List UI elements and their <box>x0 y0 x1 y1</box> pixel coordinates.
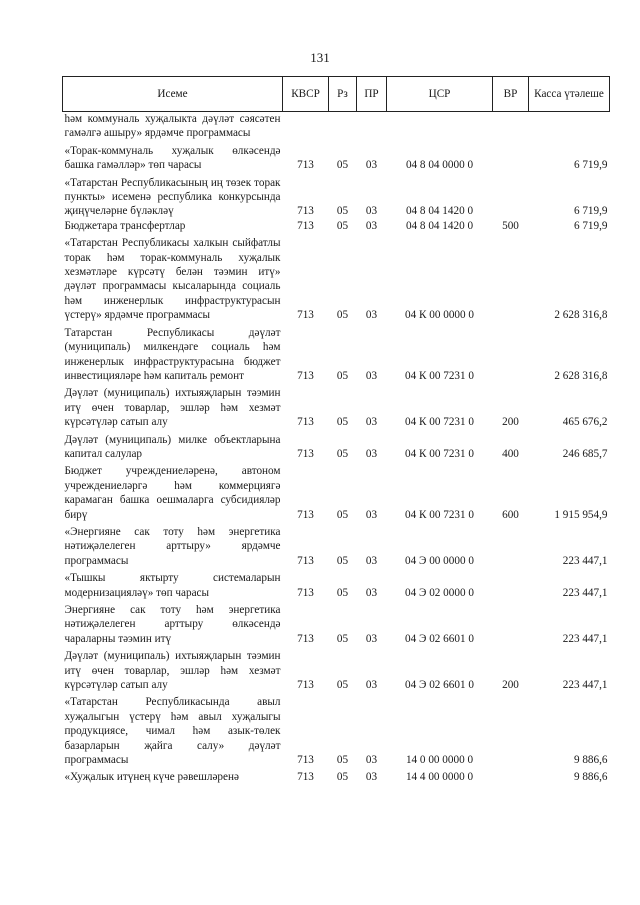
cell-csr: 04 Э 02 6601 0 <box>405 632 474 645</box>
cell-rz: 05 <box>336 416 349 429</box>
cell-kassa: 9 886,6 <box>573 771 608 784</box>
cell-rz: 05 <box>336 447 349 460</box>
cell-kvsr: 713 <box>297 771 314 784</box>
cell-kassa <box>529 112 610 141</box>
cell-kvsr: 713 <box>297 632 314 645</box>
cell-rz: 05 <box>336 554 349 567</box>
cell-name: Бюджетара трансфертлар <box>64 219 186 232</box>
cell-pr: 03 <box>365 447 378 460</box>
cell-rz: 05 <box>336 508 349 521</box>
cell-rz: 05 <box>336 586 349 599</box>
table-row <box>63 692 610 767</box>
cell-pr: 03 <box>365 554 378 567</box>
header-vr: ВР <box>493 77 529 112</box>
cell-kvsr: 713 <box>297 447 314 460</box>
cell-csr: 04 8 04 1420 0 <box>405 205 474 218</box>
cell-name: «Тышкы яктырту системаларын модернизацияләү» төп чарасы <box>64 572 281 599</box>
cell-pr: 03 <box>365 219 378 232</box>
cell-pr: 03 <box>365 159 378 172</box>
cell-pr: 03 <box>365 508 378 521</box>
table-row <box>63 522 610 568</box>
cell-csr: 04 К 00 7231 0 <box>405 369 474 382</box>
cell-csr: 04 Э 02 0000 0 <box>405 586 474 599</box>
table-header <box>63 77 610 112</box>
cell-rz <box>329 112 357 141</box>
cell-name: һәм коммуналь хуҗалыкта дәүләт сәясәтен гамәлгә ашыру» ярдәмче программасы <box>64 113 281 140</box>
cell-vr: 200 <box>502 416 519 429</box>
cell-vr: 500 <box>502 219 519 232</box>
cell-name: Бюджет учреждениеләренә, автоном учреждениеләргә һәм коммерциягә карамаган башка оешмаларга субсидияләр бирү <box>64 465 281 521</box>
cell-kvsr: 713 <box>297 508 314 521</box>
header-rz: Рз <box>329 77 357 112</box>
cell-csr <box>387 112 493 141</box>
cell-rz: 05 <box>336 309 349 322</box>
cell-rz: 05 <box>336 369 349 382</box>
cell-vr: 400 <box>502 447 519 460</box>
cell-rz: 05 <box>336 219 349 232</box>
cell-kassa: 223 447,1 <box>562 679 608 692</box>
cell-rz: 05 <box>336 205 349 218</box>
cell-vr <box>493 568 529 600</box>
cell-pr: 03 <box>365 586 378 599</box>
cell-name: «Татарстан Республикасының иң төзек торак пункты» исеменә республика конкурсында җиңүчеләрне бүләкләү <box>64 176 281 218</box>
cell-name: Татарстан Республикасы дәүләт (муниципаль) милкендәге социаль һәм инженерлык инфраструктурасына бюджет инвестицияләре һәм капиталь ремонт <box>64 326 281 382</box>
cell-csr: 04 К 00 0000 0 <box>405 309 474 322</box>
page-number: 131 <box>310 50 330 65</box>
cell-kassa: 223 447,1 <box>562 586 608 599</box>
cell-kassa: 6 719,9 <box>573 159 608 172</box>
cell-pr: 03 <box>365 205 378 218</box>
cell-name: Дәүләт (муниципаль) ихтыяҗларын тәэмин итү өчен товарлар, эшләр һәм хезмәт күрсәтүләр сатып алу <box>64 650 281 692</box>
cell-kvsr: 713 <box>297 369 314 382</box>
header-kassa: Касса үтәлеше <box>529 77 610 112</box>
table-row <box>63 646 610 692</box>
cell-kassa: 2 628 316,8 <box>554 369 608 382</box>
cell-kassa: 2 628 316,8 <box>554 309 608 322</box>
table-row <box>63 173 610 219</box>
cell-vr <box>493 173 529 219</box>
cell-pr: 03 <box>365 632 378 645</box>
cell-name: «Торак-коммуналь хуҗалык өлкәсендә башка гамәлләр» төп чарасы <box>64 144 281 172</box>
cell-vr <box>493 233 529 322</box>
header-pr: ПР <box>357 77 387 112</box>
cell-vr <box>493 323 529 384</box>
cell-kvsr: 713 <box>297 679 314 692</box>
header-csr: ЦСР <box>387 77 493 112</box>
cell-kassa: 6 719,9 <box>573 205 608 218</box>
cell-pr: 03 <box>365 771 378 784</box>
cell-kvsr: 713 <box>297 309 314 322</box>
header-name: Исеме <box>63 77 283 112</box>
cell-kassa: 223 447,1 <box>562 554 608 567</box>
cell-rz: 05 <box>336 679 349 692</box>
header-kvsr: КВСР <box>283 77 329 112</box>
cell-csr: 04 К 00 7231 0 <box>405 416 474 429</box>
cell-vr <box>493 141 529 173</box>
table-row <box>63 461 610 522</box>
cell-vr: 600 <box>502 508 519 521</box>
cell-kassa: 223 447,1 <box>562 632 608 645</box>
table-row <box>63 141 610 173</box>
table-row <box>63 430 610 462</box>
cell-pr: 03 <box>365 416 378 429</box>
cell-rz: 05 <box>336 632 349 645</box>
cell-kvsr: 713 <box>297 219 314 232</box>
cell-csr: 04 8 04 1420 0 <box>405 219 474 232</box>
cell-rz: 05 <box>336 771 349 784</box>
table-row <box>63 233 610 322</box>
cell-csr: 04 К 00 7231 0 <box>405 447 474 460</box>
cell-kvsr: 713 <box>297 554 314 567</box>
cell-kvsr <box>283 112 329 141</box>
cell-pr: 03 <box>365 309 378 322</box>
cell-name: Дәүләт (муниципаль) ихтыяҗларын тәэмин итү өчен товарлар, эшләр һәм хезмәт күрсәтүләр сатып алу <box>64 387 281 429</box>
cell-name: Дәүләт (муниципаль) милке объектларына капитал салулар <box>64 433 281 460</box>
cell-kassa: 465 676,2 <box>562 416 608 429</box>
cell-kassa: 9 886,6 <box>573 754 608 767</box>
cell-kvsr: 713 <box>297 205 314 218</box>
cell-csr: 04 Э 00 0000 0 <box>405 554 474 567</box>
cell-pr: 03 <box>365 679 378 692</box>
cell-csr: 14 4 00 0000 0 <box>405 771 474 784</box>
cell-name: «Хуҗалык итүнең күче рәвешләренә <box>64 771 239 784</box>
table-row <box>63 568 610 600</box>
cell-vr <box>493 112 529 141</box>
cell-csr: 04 8 04 0000 0 <box>405 159 474 172</box>
cell-name: «Татарстан Республикасы халкын сыйфатлы торак һәм торак-коммуналь хуҗалык хезмәтләре күрсәтү белән тәэмин итү» дәүләт программасы кысаларында социаль һәм инженерлык инфраструктурасын үстерү» ярдәмче программасы <box>64 237 281 322</box>
table-row <box>63 323 610 384</box>
table-row <box>63 767 610 784</box>
cell-name: Энергияне сак тоту һәм энергетика нәтиҗәлелеген арттыру өлкәсендә чараларны тәэмин итү <box>64 604 281 645</box>
cell-name: «Татарстан Республикасында авыл хуҗалыгын үстерү һәм авыл хуҗалыгы продукциясе, чимал һәм азык-төлек базарларын җайга салу» дәүләт программасы <box>64 696 281 767</box>
cell-vr <box>493 600 529 646</box>
cell-csr: 04 Э 02 6601 0 <box>405 679 474 692</box>
cell-vr <box>493 767 529 784</box>
cell-kassa: 246 685,7 <box>562 447 608 460</box>
cell-pr: 03 <box>365 754 378 767</box>
cell-kvsr: 713 <box>297 159 314 172</box>
cell-csr: 04 К 00 7231 0 <box>405 508 474 521</box>
table-row <box>63 383 610 429</box>
cell-kassa: 6 719,9 <box>573 219 608 232</box>
cell-name: «Энергияне сак тоту һәм энергетика нәтиҗәлелеген арттыру» ярдәмче программасы <box>64 525 281 567</box>
cell-vr <box>493 692 529 767</box>
budget-table <box>62 76 610 785</box>
cell-pr <box>357 112 387 141</box>
cell-pr: 03 <box>365 369 378 382</box>
table-row <box>63 112 610 141</box>
cell-kvsr: 713 <box>297 586 314 599</box>
cell-vr: 200 <box>502 679 519 692</box>
cell-kvsr: 713 <box>297 416 314 429</box>
cell-rz: 05 <box>336 159 349 172</box>
table-body <box>63 112 610 785</box>
cell-csr: 14 0 00 0000 0 <box>405 754 474 767</box>
table-row <box>63 600 610 646</box>
cell-kvsr: 713 <box>297 754 314 767</box>
table-row <box>63 219 610 233</box>
cell-rz: 05 <box>336 754 349 767</box>
cell-vr <box>493 522 529 568</box>
cell-kassa: 1 915 954,9 <box>554 508 608 521</box>
